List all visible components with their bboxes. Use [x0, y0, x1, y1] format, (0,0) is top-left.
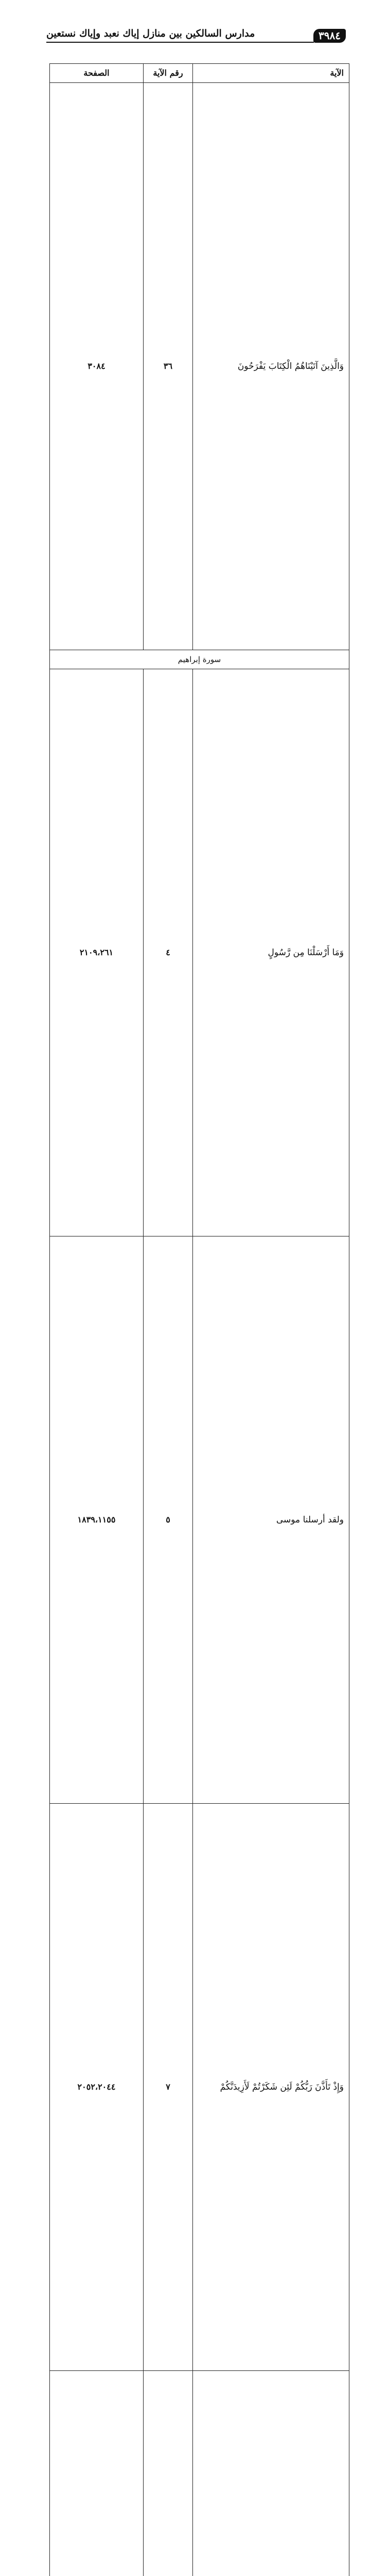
running-title: مدارس السالكين بين منازل إياك نعبد وإياك نستعين [46, 28, 255, 39]
table-row [50, 2371, 349, 2576]
ayah-number: ٧ [144, 1804, 193, 2371]
header-rule [46, 42, 314, 43]
surah-heading-row [50, 650, 349, 669]
page-references: ١٨٣٩،١١٥٥ [50, 1236, 144, 1804]
ayah-text [193, 2371, 349, 2576]
column-header-page: الصفحة [50, 64, 144, 83]
ayah-number: ٣٦ [144, 83, 193, 650]
ayah-number: ٤ [144, 669, 193, 1236]
ayah-number [144, 2371, 193, 2576]
ayah-text: ولقد أرسلنا موسى [193, 1236, 349, 1804]
page-references: ٣٠٨٤ [50, 83, 144, 650]
table-row [50, 1804, 349, 2371]
page-references: ٢١٠٩،٢٦١ [50, 669, 144, 1236]
table-row [50, 83, 349, 650]
table-row [50, 1236, 349, 1804]
page-references [50, 2371, 144, 2576]
ayah-number: ٥ [144, 1236, 193, 1804]
page [0, 0, 388, 567]
table-row [50, 669, 349, 1236]
table-body [50, 83, 349, 2576]
column-header-ayah: الآية [193, 64, 349, 83]
page-references: ٢٠٥٢،٢٠٤٤ [50, 1804, 144, 2371]
verse-index-table [49, 63, 349, 2576]
page-number: ٣٩٨٤ [313, 29, 346, 43]
ayah-text: وَإِذْ تَأَذَّنَ رَبُّكُمْ لَئِن شَكَرْتُمْ لَأَزِيدَنَّكُمْ [193, 1804, 349, 2371]
column-header-ayah-number: رقم الآية [144, 64, 193, 83]
table-header-row [50, 64, 349, 83]
ayah-text: وَالَّذِينَ آتَيْنَاهُمُ الْكِتَابَ يَفْرَحُونَ [193, 83, 349, 650]
surah-heading: سورة إبراهيم [50, 650, 349, 669]
ayah-text: وَمَا أَرْسَلْنَا مِن رَّسُولٍ [193, 669, 349, 1236]
